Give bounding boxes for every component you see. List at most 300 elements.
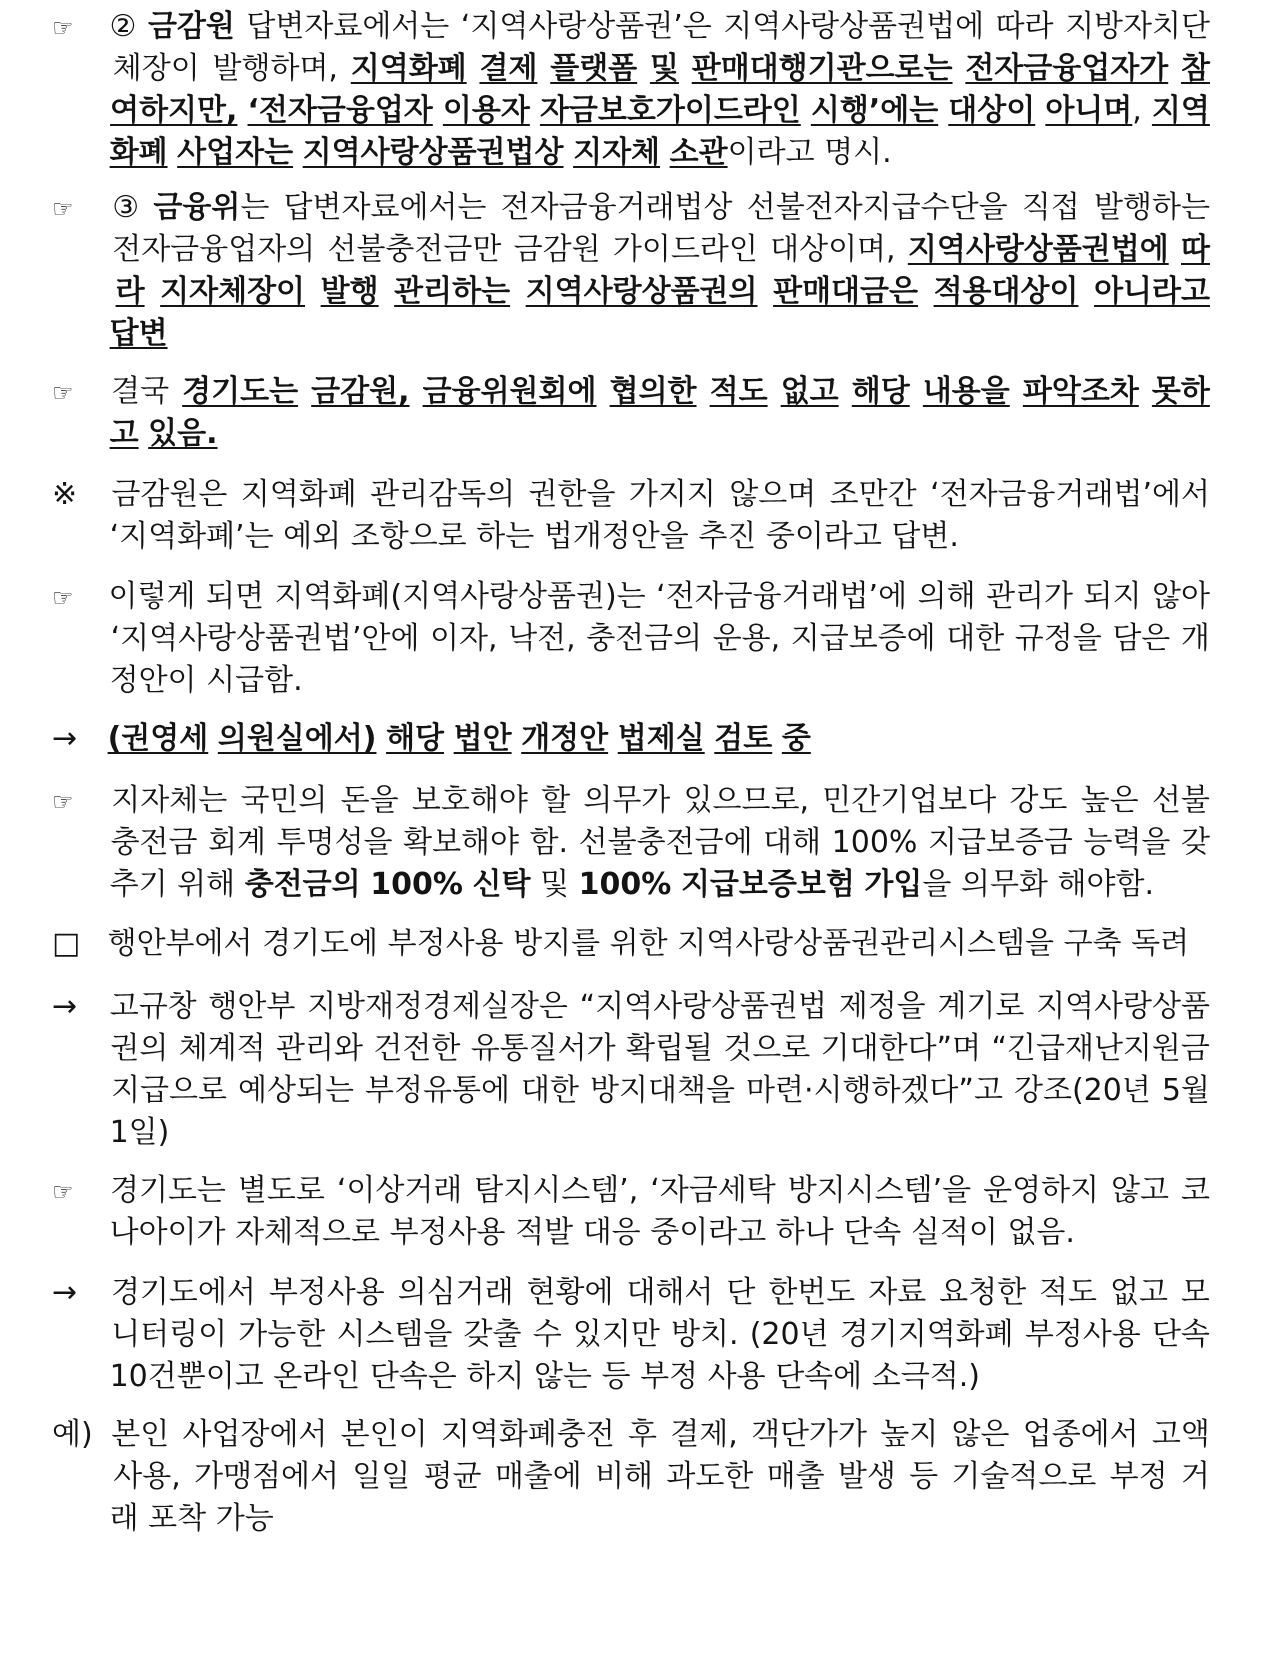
word: 관리하는 — [394, 274, 511, 309]
word: 나아이가 — [109, 1215, 226, 1250]
word: 관리감독의 — [370, 477, 516, 512]
word: 개 — [1180, 621, 1210, 656]
word: 한번도 — [768, 1275, 856, 1310]
text-line — [52, 1356, 1210, 1398]
word: 가이드라인 — [612, 232, 758, 267]
pointing-hand-icon: ☞ — [52, 195, 74, 223]
word: “지역사랑상품권법 — [579, 989, 827, 1024]
text-line — [52, 371, 1210, 413]
word: 포착 — [148, 1501, 207, 1536]
word: 사업장에서 — [182, 1417, 328, 1452]
word: 현황에 — [526, 1275, 614, 1310]
word: 않은 — [951, 1417, 1010, 1452]
word: 5월 — [1161, 1073, 1210, 1108]
word: 갖 — [1180, 825, 1210, 860]
text-line — [52, 864, 1210, 906]
word: 조만간 — [829, 477, 917, 512]
word: 지역사랑상품권관리시스템을 — [677, 926, 1054, 961]
paragraph — [52, 187, 1210, 355]
word: 부정 — [1109, 1459, 1168, 1494]
word: 지역화폐(지역사랑상품권)는 — [274, 579, 646, 614]
pointing-hand-icon: ☞ — [52, 584, 74, 612]
word: 자체적으로 — [235, 1215, 381, 1250]
word: 규정을 — [1014, 621, 1102, 656]
word: 객단가가 — [751, 1417, 867, 1452]
paragraph — [52, 780, 1210, 906]
word: 판매대금은 — [773, 274, 918, 309]
word: 모 — [1180, 1275, 1210, 1310]
word: 결제, — [670, 1417, 738, 1452]
word: 높은 — [1080, 783, 1139, 818]
word: 방지를 — [513, 926, 601, 961]
word: 법안 — [453, 721, 512, 756]
word: 소관이라고 — [669, 135, 815, 170]
word: 및 — [649, 51, 679, 86]
word: 검토 — [714, 721, 773, 756]
word: 답변자료에서는 — [246, 9, 450, 44]
word: 해당 — [386, 721, 445, 756]
word: ‘지역사랑상품권법’안에 — [110, 621, 420, 656]
word: 여하지만, — [110, 93, 238, 128]
word: 갖출 — [463, 1317, 522, 1352]
word: 관리가 — [986, 579, 1074, 614]
word: 개정안 — [521, 721, 609, 756]
word: 부정유통에 — [365, 1073, 510, 1108]
word: 않는 — [533, 1359, 592, 1394]
checkbox-square-icon: □ — [52, 926, 81, 961]
word: 운영하지 — [983, 1173, 1100, 1208]
word: 충전금 — [110, 825, 198, 860]
word: 소극적.) — [871, 1359, 980, 1394]
word: 지급보증에 — [790, 621, 936, 656]
word: 답변. — [891, 519, 959, 554]
word: 100% — [370, 867, 463, 902]
word: 지급으로 — [111, 1073, 227, 1108]
paragraph — [52, 371, 1210, 455]
word: 일일 — [352, 1459, 411, 1494]
word: 보호해야 — [411, 783, 528, 818]
word: 래 — [109, 1501, 139, 1536]
word: 금감원, — [311, 374, 410, 409]
text-line — [52, 313, 1210, 355]
reference-mark-icon: ※ — [52, 477, 78, 512]
word: 부정사용 — [387, 926, 504, 961]
word: 담은 — [1112, 621, 1171, 656]
text-line — [52, 90, 1210, 132]
word: 대상이 — [948, 93, 1036, 128]
word: 대상이며, — [770, 232, 896, 267]
text-line — [52, 187, 1210, 229]
word: 전자금융업자의 — [112, 232, 316, 267]
word: 시스템을 — [336, 1317, 453, 1352]
word: 선불충전금에 — [578, 825, 753, 860]
paragraph — [52, 1170, 1210, 1254]
word: 내용을 — [922, 374, 1010, 409]
word: 의해 — [917, 579, 976, 614]
word: 자료 — [868, 1275, 927, 1310]
word: 유통질서가 — [470, 1031, 616, 1066]
word: 사용 — [707, 1359, 766, 1394]
word: 추기 — [109, 867, 168, 902]
word: 확보해야 — [403, 825, 520, 860]
word: 적도 — [1039, 1275, 1098, 1310]
word: 독려 — [1131, 926, 1190, 961]
word: 확립될 — [625, 1031, 713, 1066]
word: 투명성을 — [276, 825, 393, 860]
text-line — [52, 1456, 1210, 1498]
word: 가지지 — [628, 477, 716, 512]
word: 강도 — [1009, 783, 1068, 818]
paragraph — [52, 474, 1210, 558]
word: 협의한 — [609, 374, 697, 409]
text-line — [52, 1498, 1210, 1540]
word: 부정사용 — [268, 1275, 385, 1310]
word: 코 — [1180, 1173, 1210, 1208]
word: 선불전자지급수단을 — [746, 190, 1008, 225]
word: 라 — [115, 274, 145, 309]
word: 없고 — [1109, 1275, 1168, 1310]
word: 시급함. — [206, 663, 303, 698]
word: 가능한 — [238, 1317, 326, 1352]
pointing-hand-icon: ☞ — [52, 14, 74, 42]
word: 아니며, — [1045, 93, 1142, 128]
word: 해당 — [851, 374, 910, 409]
paragraph — [52, 1414, 1210, 1540]
word: 중 — [781, 721, 811, 756]
word: 사용, — [113, 1459, 181, 1494]
word: 매출에 — [494, 1459, 582, 1494]
word: 실적이 — [910, 1215, 998, 1250]
word: (권영세 — [107, 721, 209, 756]
word: 따 — [1181, 232, 1210, 267]
text-line — [52, 48, 1210, 90]
word: 부정 — [640, 1359, 699, 1394]
word: 따라 — [995, 9, 1054, 44]
text-line — [52, 1414, 1210, 1456]
word: 금감원은 — [111, 477, 228, 512]
word: 매출 — [766, 1459, 825, 1494]
paragraph — [52, 718, 1210, 760]
word: 지역사랑상품권법상 — [302, 135, 564, 170]
text-line — [52, 1272, 1210, 1314]
word: 못하 — [1151, 374, 1210, 409]
word: 지급보증보험 — [680, 867, 855, 902]
word: 금감원 — [147, 9, 235, 44]
arrow-right-icon: → — [52, 989, 78, 1024]
word: 위해 — [177, 867, 236, 902]
word: 단 — [726, 1275, 756, 1310]
word: “긴급재난지원금 — [991, 1031, 1210, 1066]
word: 방치. — [671, 1317, 739, 1352]
word: 요청한 — [939, 1275, 1027, 1310]
word: 지자체 — [573, 135, 661, 170]
word: 지역 — [1151, 93, 1210, 128]
word: 의원실에서) — [217, 721, 377, 756]
word: 법제실 — [617, 721, 705, 756]
word: 않고 — [1111, 1173, 1169, 1208]
word: 하는 — [476, 519, 535, 554]
word: 지역화폐 — [350, 51, 467, 86]
word: 파악조차 — [1022, 374, 1139, 409]
word: 있지만 — [572, 1317, 660, 1352]
word: 사업자는 — [177, 135, 294, 170]
word: 기대한다”며 — [820, 1031, 982, 1066]
pointing-hand-icon: ☞ — [52, 1178, 74, 1206]
word: 경기도는 — [109, 1173, 226, 1208]
word: 회계 — [208, 825, 267, 860]
word: 금감원 — [513, 232, 601, 267]
word: 예상되는 — [238, 1073, 354, 1108]
word: 경기지역화폐 — [839, 1317, 1014, 1352]
word: 지역화폐 — [240, 477, 357, 512]
word: 의무가 — [583, 783, 671, 818]
word: 기술적으로 — [951, 1459, 1097, 1494]
word: ‘전자금융업자 — [247, 93, 433, 128]
word: 대한 — [521, 1073, 579, 1108]
word: 등 — [601, 1359, 631, 1394]
word: ‘전자금융거래법’에서 — [930, 477, 1210, 512]
word: 제정을 — [838, 989, 926, 1024]
word: 방지대책을 — [590, 1073, 735, 1108]
word: 가능 — [215, 1501, 274, 1536]
word: 가맹점에서 — [194, 1459, 339, 1494]
word: 업종에서 — [1022, 1417, 1139, 1452]
word: 없고 — [780, 374, 839, 409]
word: 중이라고 — [650, 1215, 767, 1250]
paragraph — [52, 576, 1210, 702]
word: 대한 — [946, 621, 1005, 656]
word: 정안이 — [109, 663, 197, 698]
word: 신탁 — [472, 867, 531, 902]
text-line — [52, 1170, 1210, 1212]
example-marker: 예) — [52, 1417, 93, 1452]
word: 지역사랑상품 — [1036, 989, 1210, 1024]
word: 전자금융업자가 — [965, 51, 1169, 86]
pointing-hand-icon: ☞ — [52, 379, 74, 407]
word: 지역화폐충전 — [440, 1417, 615, 1452]
word: 결국 — [111, 374, 170, 409]
word: 결제 — [479, 51, 538, 86]
word: ‘전자금융거래법’에 — [656, 579, 908, 614]
word: 발행 — [320, 274, 379, 309]
word: 하나 — [775, 1215, 834, 1250]
word: 본인이 — [340, 1417, 428, 1452]
word: 계기로 — [937, 989, 1025, 1024]
word: 할 — [541, 783, 571, 818]
word: 낙전, — [508, 621, 576, 656]
word: 권한을 — [528, 477, 616, 512]
word: 단속 — [1151, 1317, 1210, 1352]
word: 예외 — [283, 519, 342, 554]
word: 법개정안을 — [543, 519, 689, 554]
word: 지역사랑상품권법에 — [907, 232, 1169, 267]
word: 금융위원회에 — [422, 374, 597, 409]
word: ② — [109, 9, 137, 44]
word: 답변자료에서는 — [283, 190, 487, 225]
word: 과도한 — [666, 1459, 754, 1494]
word: 위한 — [609, 926, 668, 961]
word: 발행하며, — [212, 51, 338, 86]
word: 것으로 — [723, 1031, 811, 1066]
word: 행안부 — [208, 989, 296, 1024]
text-line — [52, 660, 1210, 702]
word: 비해 — [595, 1459, 654, 1494]
word: 행안부에서 — [107, 926, 253, 961]
word: 지자체는 — [111, 783, 228, 818]
word: 이렇게 — [108, 579, 196, 614]
word: 체계적 — [178, 1031, 266, 1066]
text-line — [52, 780, 1210, 822]
word: 부정사용 — [1024, 1317, 1141, 1352]
word: 체장이 — [112, 51, 200, 86]
word: 발행하는 — [1094, 190, 1210, 225]
word: 단속 — [843, 1215, 902, 1250]
word: 100% — [831, 825, 918, 860]
word: 국민의 — [240, 783, 328, 818]
word: 건전한 — [373, 1031, 461, 1066]
word: 지역사랑상품권의 — [525, 274, 758, 309]
text-line — [52, 516, 1210, 558]
word: 발생 — [837, 1459, 896, 1494]
word: 않아 — [1152, 579, 1210, 614]
paragraph — [52, 6, 1210, 174]
word: (20년 — [749, 1317, 829, 1352]
word: 단속에 — [775, 1359, 863, 1394]
pointing-hand-icon: ☞ — [52, 788, 74, 816]
word: 온라인 — [273, 1359, 361, 1394]
arrow-right-icon: → — [52, 721, 78, 756]
word: 이자, — [430, 621, 498, 656]
word: 충전금의 — [586, 621, 703, 656]
word: 높지 — [880, 1417, 939, 1452]
word: 대해서 — [626, 1275, 714, 1310]
text-line — [52, 1212, 1210, 1254]
word: 대해 — [763, 825, 822, 860]
text-line — [52, 132, 1210, 174]
word: 경기도에서 — [110, 1275, 256, 1310]
word: 관리와 — [276, 1031, 363, 1066]
text-line — [52, 576, 1210, 618]
word: 적도 — [709, 374, 768, 409]
word: 시행’에는 — [810, 93, 939, 128]
word: 판매대행기관으로는 — [691, 51, 953, 86]
word: 거 — [1180, 1459, 1210, 1494]
word: 의심거래 — [397, 1275, 514, 1310]
word: 등 — [909, 1459, 939, 1494]
word: 되지 — [1083, 579, 1142, 614]
text-line — [52, 1028, 1210, 1070]
word: 전자금융거래법상 — [500, 190, 733, 225]
word: 충전금의 — [244, 867, 361, 902]
word: 대응 — [582, 1215, 641, 1250]
word: 자금보호가이드라인 — [539, 93, 801, 128]
word: 지급보증금 — [928, 825, 1073, 860]
word: 100% — [578, 867, 672, 902]
word: 선불 — [1151, 783, 1210, 818]
word: 지자체장이 — [160, 274, 306, 309]
word: 이용자 — [442, 93, 530, 128]
word: 능력을 — [1083, 825, 1171, 860]
text-line — [52, 229, 1210, 271]
paragraph — [52, 1272, 1210, 1398]
word: 함. — [529, 825, 569, 860]
text-line — [52, 618, 1210, 660]
word: 중이라고 — [765, 519, 882, 554]
word: 금융위는 — [153, 190, 270, 225]
word: 직접 — [1021, 190, 1080, 225]
word: 본인 — [111, 1417, 170, 1452]
word: ③ — [112, 190, 140, 225]
word: 평균 — [423, 1459, 482, 1494]
paragraph — [52, 923, 1210, 965]
text-line — [52, 413, 1210, 455]
word: 경기도는 — [182, 374, 299, 409]
text-line — [52, 1070, 1210, 1112]
word: 고 — [109, 416, 139, 451]
word: 있으므로, — [683, 783, 810, 818]
word: 운용, — [712, 621, 781, 656]
word: 적발 — [515, 1215, 574, 1250]
word: 니터링이 — [111, 1317, 228, 1352]
word: ‘이상거래 — [336, 1173, 463, 1208]
word: 돈을 — [340, 783, 399, 818]
word: 의무화 — [960, 867, 1048, 902]
word: 고액 — [1151, 1417, 1210, 1452]
word: 및 — [540, 867, 570, 902]
arrow-right-icon: → — [52, 1275, 78, 1310]
word: 구축 — [1063, 926, 1122, 961]
word: 없음. — [1007, 1215, 1075, 1250]
text-line — [52, 1314, 1210, 1356]
word: 1일) — [109, 1115, 170, 1150]
word: 되면 — [205, 579, 264, 614]
text-line — [52, 1112, 1210, 1154]
word: 해야함. — [1057, 867, 1154, 902]
word: 부정사용 — [389, 1215, 506, 1250]
word: 아니라고 — [1094, 274, 1210, 309]
word: 단속은 — [369, 1359, 457, 1394]
word: ‘자금세탁 — [650, 1173, 776, 1208]
word: 적용대상이 — [933, 274, 1079, 309]
word: 선불충전금만 — [327, 232, 502, 267]
word: 지방자치단 — [1065, 9, 1210, 44]
word: 민간기업보다 — [822, 783, 997, 818]
word: 고규창 — [109, 989, 197, 1024]
word: 후 — [628, 1417, 658, 1452]
word: 경기도에 — [262, 926, 379, 961]
word: 마련·시행하겠다”고 — [746, 1073, 1003, 1108]
word: 지역사랑상품권법에 — [723, 9, 985, 44]
word: 권의 — [110, 1031, 169, 1066]
word: 명시. — [824, 135, 892, 170]
text-line — [52, 6, 1210, 48]
word: 답변 — [109, 316, 168, 351]
word: 방지시스템’을 — [787, 1173, 972, 1208]
word: 가입을 — [864, 867, 952, 902]
word: 수 — [532, 1317, 562, 1352]
word: 플랫폼 — [550, 51, 638, 86]
text-line — [52, 474, 1210, 516]
paragraph — [52, 986, 1210, 1154]
word: ‘지역사랑상품권’은 — [460, 9, 712, 44]
word: 탐지시스템’, — [474, 1173, 639, 1208]
word: 별도로 — [237, 1173, 325, 1208]
word: 화폐 — [109, 135, 168, 170]
text-line — [52, 822, 1210, 864]
word: 참 — [1180, 51, 1210, 86]
word: 10건뿐이고 — [109, 1359, 264, 1394]
text-line — [52, 923, 1210, 965]
